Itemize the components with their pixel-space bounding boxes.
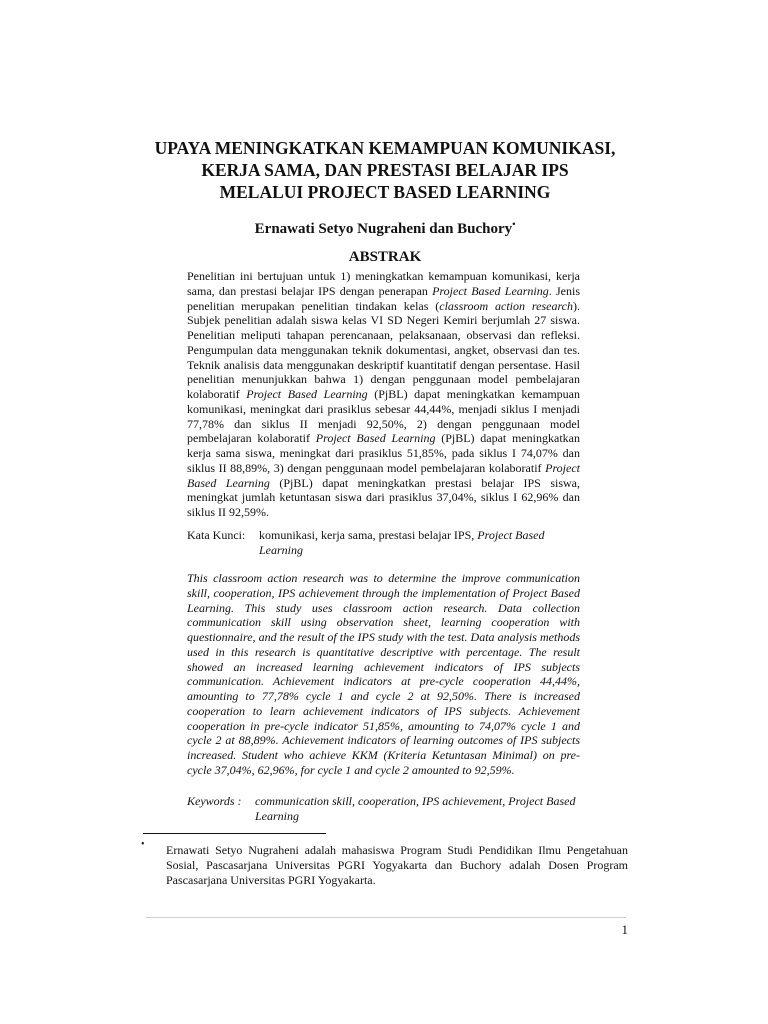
abstract-text: (PjBL) dapat meningkatkan prestasi belajar IPS siswa, meningkat jumlah ketuntasan siswa dari prasiklus 37,04%, siklus I 62,96% dan siklus II 92,59%. (187, 475, 580, 519)
keywords-id-label: Kata Kunci: (187, 528, 246, 542)
abstract-english: This classroom action research was to determine the improve communication skill, cooperation, IPS achievement through the implementation of Project Based Learning. This study uses classroom action research. Data collection communication skill using observation sheet, learning cooperation with questionnaire, and the result of the IPS study with the test. Data analysis methods used in this research is quantitative descriptive with percentage. The result showed an increased learning achievement indicators of IPS subjects communication. Achievement indicators at pre-cycle cooperation 44,44%, amounting to 77,78% cycle 1 and cycle 2 at 92,50%. There is increased cooperation to learn achievement indicators of IPS subjects. Achievement cooperation in pre-cycle indicator 51,85%, amounting to 74,07% cycle 1 and cycle 2 at 88,89%. Achievement indicators of learning outcomes of IPS subjects increased. Student who achieve KKM (Kriteria Ketuntasan Minimal) on pre-cycle 37,04%, 62,96%, for cycle 1 and cycle 2 amounted to 92,59%. (187, 571, 580, 777)
page-number: 1 (621, 922, 628, 937)
keywords-en-text: communication skill, cooperation, IPS achievement, Project Based Learning (255, 794, 576, 823)
abstract-italic-term: classroom action research (439, 298, 573, 313)
keywords-id-list: komunikasi, kerja sama, prestasi belajar IPS, (259, 528, 478, 542)
title-line: KERJA SAMA, DAN PRESTASI BELAJAR IPS (201, 160, 569, 180)
footnote-divider (143, 833, 326, 834)
author-footnote-mark: • (512, 219, 516, 229)
abstract-italic-term: Project Based Learning (187, 460, 580, 490)
author-names: Ernawati Setyo Nugraheni dan Buchory (254, 221, 513, 237)
footnote-mark: • (141, 839, 145, 850)
abstract-italic-term: Project Based Learning (432, 283, 549, 298)
abstract-text: Penelitian ini bertujuan untuk 1) meningkatkan kemampuan komunikasi, kerja sama, dan prestasi belajar IPS dengan penerapan (187, 269, 580, 298)
abstract-text: (PjBL) dapat meningkatkan kemampuan komunikasi, meningkat dari prasiklus sebesar 44,44%, menjadi siklus I menjadi 77,78% dan siklus II menjadi 92,50%, 2) dengan penggunaan model pembelajaran kolaboratif (187, 387, 580, 446)
abstract-text: ). Subjek penelitian adalah siswa kelas VI SD Negeri Kemiri berjumlah 27 siswa. Penelitian meliputi tahapan perencanaan, pelaksanaan, observasi dan refleksi. Pengumpulan data menggunakan teknik dokumentasi, angket, observasi dan tes. Teknik analisis data menggunakan deskriptif kuantitatif dengan persentase. Hasil penelitian menunjukkan bahwa 1) dengan penggunaan model pembelajaran kolaboratif (187, 298, 580, 401)
title-line: UPAYA MENINGKATKAN KEMAMPUAN KOMUNIKASI, (154, 138, 616, 158)
abstract-heading: ABSTRAK (348, 249, 422, 265)
abstract-text: (PjBL) dapat meningkatkan kerja sama siswa, meningkat dari prasiklus 51,85%, pada siklus I 74,07% dan siklus II 88,89%, 3) dengan penggunaan model pembelajaran kolaboratif (187, 431, 580, 475)
abstract-italic-term: Project Based Learning (315, 431, 436, 446)
keywords-id-italic: Project Based Learning (259, 528, 545, 557)
authors (100, 214, 670, 239)
paper-title (100, 137, 670, 203)
footnote: Ernawati Setyo Nugraheni adalah mahasiswa Program Studi Pendidikan Ilmu Pengetahuan Sosial, Pascasarjana Universitas PGRI Yogyakarta dan Buchory adalah Dosen Program Pascasarjana Universitas PGRI Yogyakarta. (166, 843, 628, 887)
abstract-text: . Jenis penelitian merupakan penelitian tindakan kelas ( (187, 283, 581, 313)
abstract-indonesian (187, 269, 580, 520)
keywords-en-label: Keywords : (187, 794, 242, 808)
abstract-italic-term: Project Based Learning (246, 387, 368, 401)
page-divider (146, 917, 626, 918)
title-line: MELALUI PROJECT BASED LEARNING (219, 182, 551, 202)
keywords-id-text (259, 528, 580, 558)
